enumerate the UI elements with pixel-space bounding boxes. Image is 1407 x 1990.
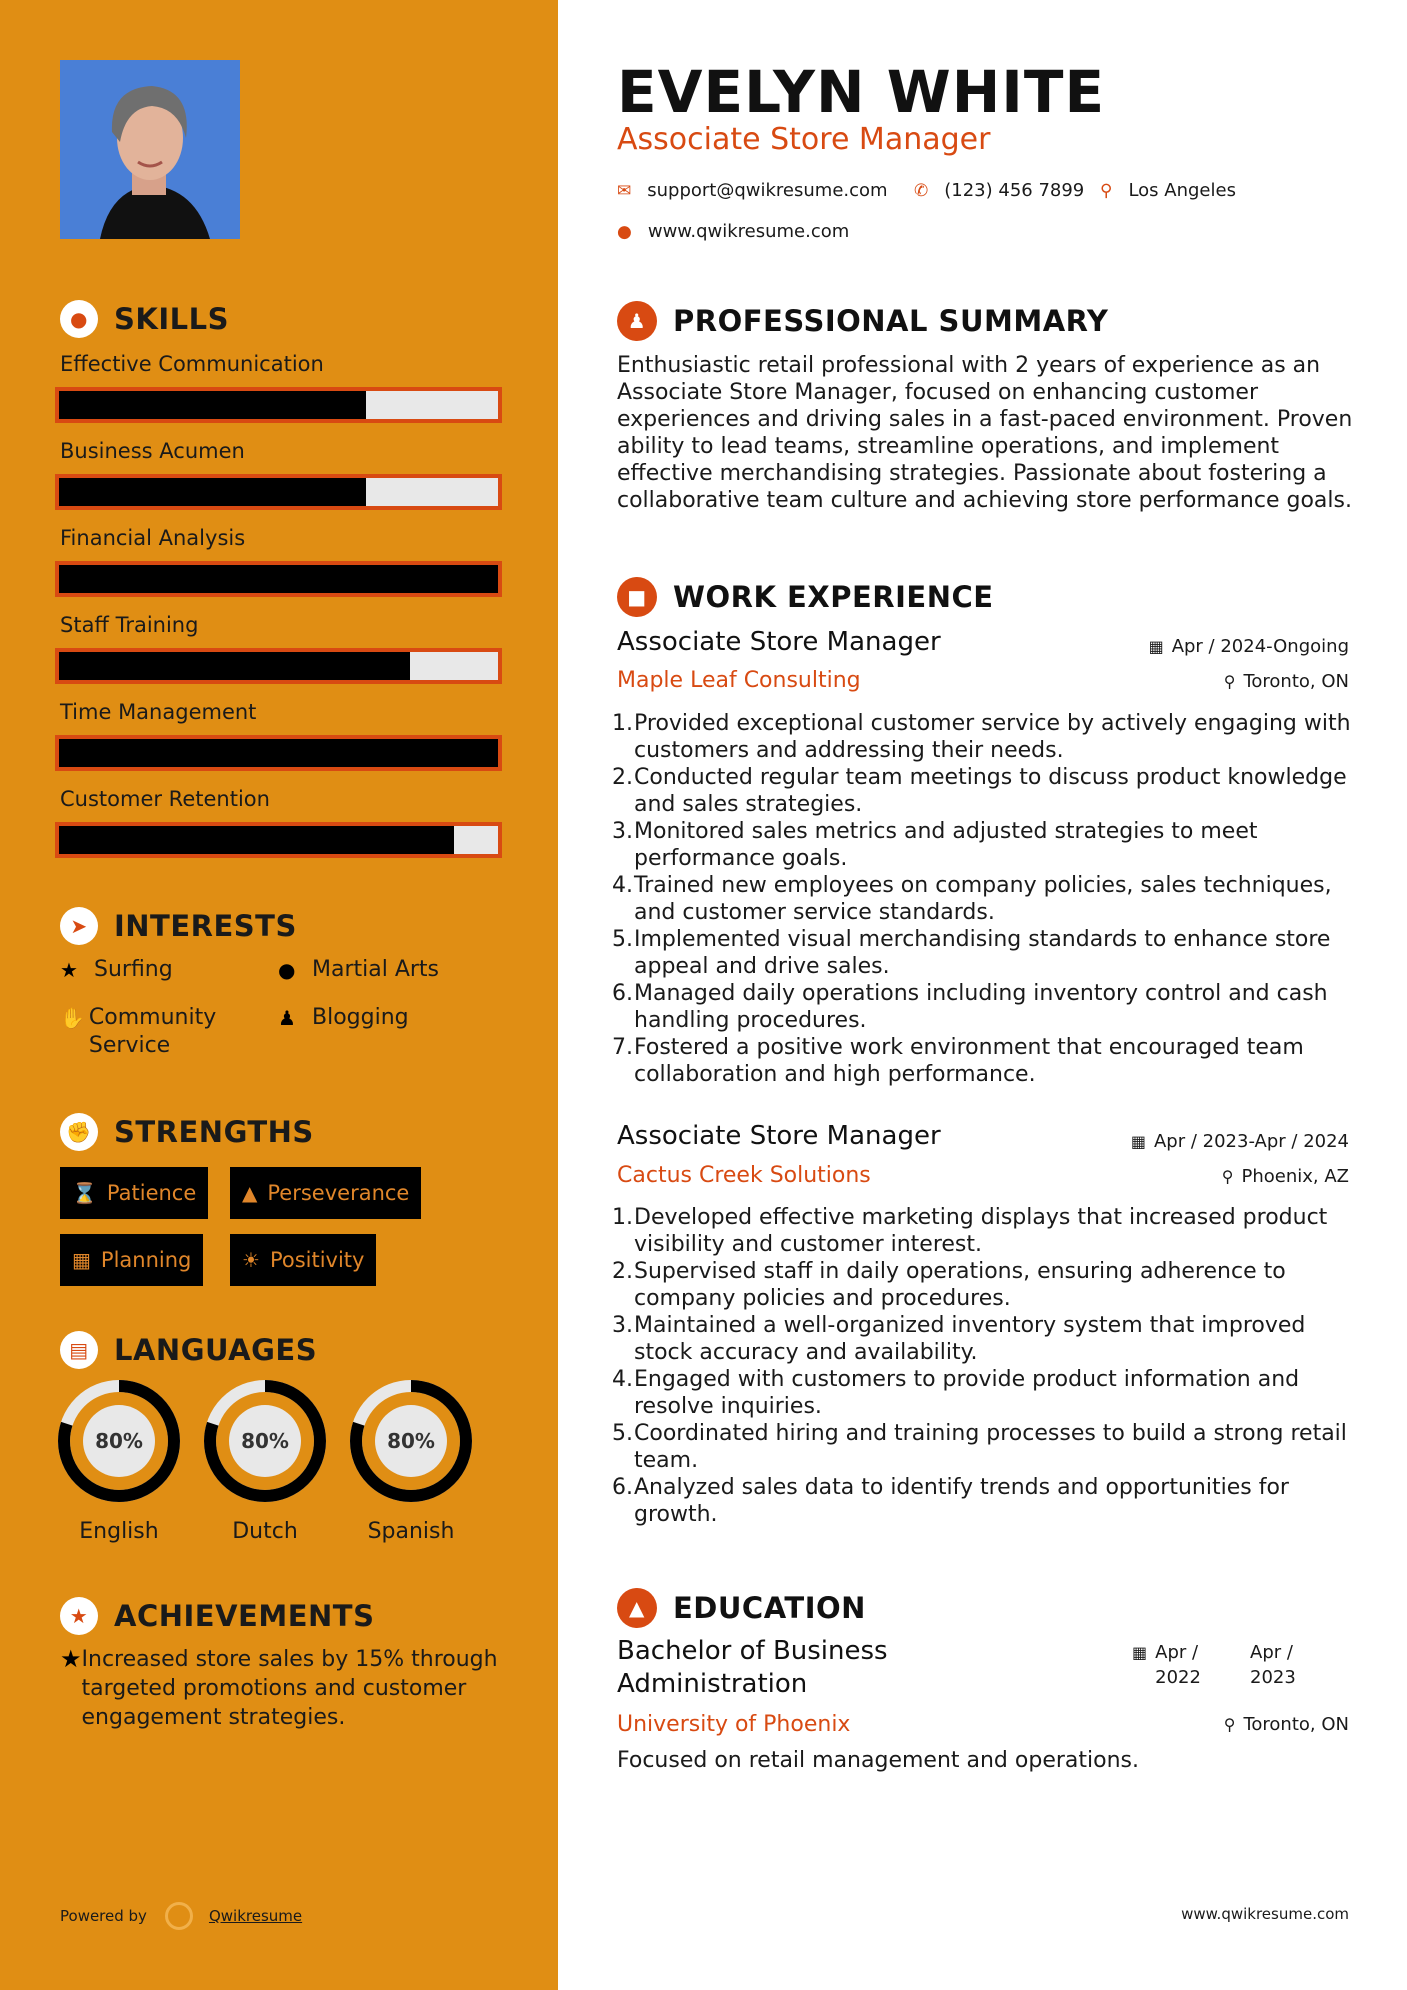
education-description: Focused on retail management and operations. — [617, 1748, 1139, 1773]
skill-level-bar — [55, 822, 502, 858]
responsibility-text: Engaged with customers to provide product information and resolve inquiries. — [634, 1367, 1300, 1419]
skill-label: Time Management — [60, 700, 257, 724]
calendar-icon: ▦ — [72, 1248, 91, 1272]
job-responsibilities — [612, 710, 1357, 1088]
responsibility-text: Monitored sales metrics and adjusted strategies to meet performance goals. — [634, 819, 1258, 871]
strengths-heading: ✊ STRENGTHS — [60, 1113, 314, 1151]
education-heading: ▲ EDUCATION — [617, 1588, 866, 1628]
pin-icon: ⚲ — [1223, 1715, 1236, 1734]
skill-label: Effective Communication — [60, 352, 324, 376]
skill-label: Business Acumen — [60, 439, 245, 463]
hand-icon: ✋ — [60, 1006, 85, 1030]
skill-level-fill — [59, 478, 366, 506]
experience-heading: ■ WORK EXPERIENCE — [617, 577, 994, 617]
skill-label: Customer Retention — [60, 787, 270, 811]
map-marker-icon: ⚲ — [1100, 180, 1113, 201]
job-dates: ▦ Apr / 2024-Ongoing — [1148, 636, 1349, 657]
phone-icon: ✆ — [914, 180, 929, 201]
candidate-role: Associate Store Manager — [617, 122, 991, 157]
lightbulb-icon: ● — [60, 300, 98, 338]
globe-icon: ● — [278, 958, 296, 982]
responsibility-item — [612, 1366, 1357, 1420]
language-percent: 80% — [95, 1429, 143, 1453]
language-name: Spanish — [367, 1519, 455, 1544]
skill-level-bar — [55, 387, 502, 423]
language-progress-ring — [349, 1379, 473, 1503]
job-location: ⚲ Phoenix, AZ — [1221, 1166, 1349, 1187]
id-card-icon: ▤ — [60, 1331, 98, 1369]
responsibility-text: Implemented visual merchandising standards to enhance store appeal and drive sales. — [634, 927, 1331, 979]
language-progress-ring — [203, 1379, 327, 1503]
responsibility-item — [612, 1474, 1357, 1528]
bullet-number: 5. — [612, 1421, 633, 1446]
responsibility-item — [612, 764, 1357, 818]
interest-item: ✋ Community Service — [60, 1005, 217, 1058]
powered-by: Powered by Qwikresume — [60, 1902, 302, 1930]
responsibility-text: Analyzed sales data to identify trends and opportunities for growth. — [634, 1475, 1289, 1527]
responsibility-item — [612, 1034, 1357, 1088]
responsibility-item — [612, 926, 1357, 980]
language-name: English — [79, 1519, 159, 1544]
strength-badge: ☀ Positivity — [230, 1234, 376, 1286]
star-icon: ★ — [60, 958, 78, 982]
paper-plane-icon: ➤ — [60, 907, 98, 945]
calendar-icon: ▦ — [1132, 1643, 1148, 1662]
language-percent: 80% — [241, 1429, 289, 1453]
phone-contact[interactable]: ✆ (123) 456 7899 — [914, 180, 1085, 201]
skill-label: Financial Analysis — [60, 526, 246, 550]
shooting-star-icon: ★ — [60, 1645, 82, 1673]
achievement-item: ★ Increased store sales by 15% through targeted promotions and customer engagement strategies. — [60, 1645, 498, 1730]
qwikresume-link[interactable]: Qwikresume — [208, 1907, 303, 1925]
profile-photo — [60, 60, 240, 239]
skill-level-fill — [59, 652, 410, 680]
skill-label: Staff Training — [60, 613, 199, 637]
skills-heading: ● SKILLS — [60, 300, 229, 338]
achievements-heading: ★ ACHIEVEMENTS — [60, 1597, 374, 1635]
sidebar — [0, 0, 558, 1990]
skill-level-bar — [55, 735, 502, 771]
degree-title: Bachelor of Business Administration — [617, 1636, 888, 1699]
pin-icon: ⚲ — [1223, 672, 1236, 691]
users-icon: ♟ — [278, 1006, 296, 1030]
briefcase-icon: ■ — [617, 577, 657, 617]
calendar-icon: ▦ — [1148, 637, 1164, 656]
strength-badge: ▲ Perseverance — [230, 1167, 421, 1219]
responsibility-item — [612, 818, 1357, 872]
responsibility-item — [612, 710, 1357, 764]
user-icon: ♟ — [617, 301, 657, 341]
bullet-number: 2. — [612, 765, 633, 790]
responsibility-text: Supervised staff in daily operations, ensuring adherence to company policies and procedures. — [634, 1259, 1286, 1311]
sun-icon: ☀ — [242, 1248, 260, 1272]
job-responsibilities — [612, 1204, 1357, 1528]
responsibility-item — [612, 1204, 1357, 1258]
responsibility-text: Fostered a positive work environment that encouraged team collaboration and high performance. — [634, 1035, 1304, 1087]
bullet-number: 7. — [612, 1035, 633, 1060]
interest-item: ★ Surfing — [60, 957, 173, 982]
language-progress-ring — [57, 1379, 181, 1503]
summary-heading: ♟ PROFESSIONAL SUMMARY — [617, 301, 1108, 341]
education-location: ⚲ Toronto, ON — [1223, 1714, 1349, 1735]
languages-heading: ▤ LANGUAGES — [60, 1331, 317, 1369]
job-title: Associate Store Manager — [617, 1121, 941, 1151]
school-name: University of Phoenix — [617, 1712, 851, 1737]
candidate-name: EVELYN WHITE — [617, 58, 1106, 126]
bullet-number: 6. — [612, 1475, 633, 1500]
bullet-number: 4. — [612, 873, 633, 898]
language-item — [203, 1379, 327, 1544]
qwikresume-logo-icon — [165, 1902, 193, 1930]
strength-badge: ⌛ Patience — [60, 1167, 208, 1219]
language-percent: 80% — [387, 1429, 435, 1453]
pin-icon: ⚲ — [1221, 1167, 1234, 1186]
responsibility-text: Managed daily operations including inventory control and cash handling procedures. — [634, 981, 1328, 1033]
skill-level-bar — [55, 648, 502, 684]
responsibility-item — [612, 1258, 1357, 1312]
responsibility-text: Coordinated hiring and training processes to build a strong retail team. — [634, 1421, 1347, 1473]
responsibility-text: Developed effective marketing displays that increased product visibility and customer interest. — [634, 1205, 1328, 1257]
skill-level-fill — [59, 739, 498, 767]
bullet-number: 6. — [612, 981, 633, 1006]
bullet-number: 4. — [612, 1367, 633, 1392]
responsibility-item — [612, 1312, 1357, 1366]
responsibility-text: Maintained a well-organized inventory system that improved stock accuracy and availability. — [634, 1313, 1306, 1365]
language-name: Dutch — [232, 1519, 298, 1544]
job-title: Associate Store Manager — [617, 627, 941, 657]
graduation-cap-icon: ▲ — [617, 1588, 657, 1628]
skill-level-bar — [55, 474, 502, 510]
interest-item: ♟ Blogging — [278, 1005, 409, 1030]
education-end-date: Apr / 2023 — [1250, 1642, 1296, 1688]
interests-heading: ➤ INTERESTS — [60, 907, 297, 945]
fist-icon: ✊ — [60, 1113, 98, 1151]
skill-level-fill — [59, 565, 498, 593]
footer-website[interactable]: www.qwikresume.com — [1181, 1905, 1349, 1923]
responsibility-text: Trained new employees on company policies, sales techniques, and customer service standards. — [634, 873, 1332, 925]
responsibility-text: Provided exceptional customer service by actively engaging with customers and addressing their needs. — [634, 711, 1351, 763]
bullet-number: 1. — [612, 711, 633, 736]
responsibility-text: Conducted regular team meetings to discuss product knowledge and sales strategies. — [634, 765, 1347, 817]
skill-level-fill — [59, 826, 454, 854]
skill-level-bar — [55, 561, 502, 597]
bullet-number: 1. — [612, 1205, 633, 1230]
hourglass-icon: ⌛ — [72, 1181, 97, 1205]
star-badge-icon: ★ — [60, 1597, 98, 1635]
bullet-number: 2. — [612, 1259, 633, 1284]
language-item — [57, 1379, 181, 1544]
calendar-icon: ▦ — [1130, 1132, 1146, 1151]
responsibility-item — [612, 872, 1357, 926]
language-item — [349, 1379, 473, 1544]
location-contact: ⚲ Los Angeles — [1100, 180, 1236, 201]
skill-level-fill — [59, 391, 366, 419]
job-company: Cactus Creek Solutions — [617, 1163, 871, 1188]
bullet-number: 3. — [612, 1313, 633, 1338]
summary-text: Enthusiastic retail professional with 2 years of experience as an Associate Store Manager, focused on enhancing customer experiences and driving sales in a fast-paced environment. Proven ability to lead teams, streamline operations, and implement effective merchandising strategies. Passionate about fostering a collaborative team culture and achieving store performance goals. — [617, 353, 1353, 513]
interest-item: ● Martial Arts — [278, 957, 440, 982]
education-start-date: ▦ Apr / 2022 — [1132, 1642, 1201, 1688]
job-company: Maple Leaf Consulting — [617, 668, 861, 693]
strength-badge: ▦ Planning — [60, 1234, 203, 1286]
road-icon: ▲ — [242, 1181, 258, 1205]
responsibility-item — [612, 1420, 1357, 1474]
email-contact[interactable]: ✉ support@qwikresume.com — [617, 180, 888, 201]
globe-icon: ● — [617, 221, 632, 242]
job-dates: ▦ Apr / 2023-Apr / 2024 — [1130, 1131, 1349, 1152]
job-location: ⚲ Toronto, ON — [1223, 671, 1349, 692]
website-contact[interactable]: ● www.qwikresume.com — [617, 221, 850, 242]
responsibility-item — [612, 980, 1357, 1034]
bullet-number: 5. — [612, 927, 633, 952]
bullet-number: 3. — [612, 819, 633, 844]
envelope-icon: ✉ — [617, 180, 632, 201]
